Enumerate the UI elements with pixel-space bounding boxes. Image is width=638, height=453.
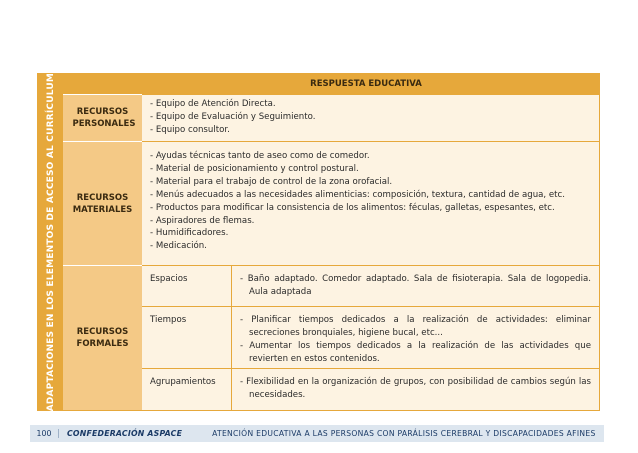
subrow-line: - Baño adaptado. Comedor adaptado. Sala de fisioterapia. Sala de logopedia. Aula adaptada [240,274,591,297]
list-item: - Aspiradores de flemas. [150,215,255,226]
subrow-text [232,369,599,410]
list-item: - Material para el trabajo de control de la zona orofacial. [150,176,393,187]
subrow-line: - Aumentar los tiempos dedicados a la realización de las actividades que revierten en estos contenidos. [240,341,591,364]
page-footer [30,425,604,442]
list-item: - Productos para modificar la consistencia de los alimentos: féculas, galletas, espesantes, etc. [150,202,555,213]
category-personales [63,94,142,141]
subrow-line: - Planificar tiempos dedicados a la realización de actividades: eliminar secreciones bronquiales, higiene bucal, etc... [240,315,591,338]
content-formales [142,265,599,410]
subrow-text [232,266,599,306]
list-item: - Medicación. [150,241,207,252]
subrow-label: Agrupamientos [142,369,232,410]
table-header: RESPUESTA EDUCATIVA [63,74,599,94]
subrow-agrupamientos [142,368,599,410]
content-materiales [142,141,599,265]
list-item: - Equipo consultor. [150,124,230,135]
list-item: - Ayudas técnicas tanto de aseo como de comedor. [150,151,370,161]
list-item: - Equipo de Atención Directa. [150,99,276,109]
subrow-label: Espacios [142,266,232,306]
adaptations-table [37,73,600,411]
row-formales [63,265,599,410]
footer-title: ATENCIÓN EDUCATIVA A LAS PERSONAS CON PARÁLISIS CEREBRAL Y DISCAPACIDADES AFINES [212,429,596,438]
list-item: - Material de posicionamiento y control postural. [150,163,359,174]
side-band-label: ADAPTACIONES EN LOS ELEMENTOS DE ACCESO AL CURRÍCULUM [45,72,56,412]
subrow-label: Tiempos [142,307,232,368]
side-band [38,74,63,410]
category-personales-label: RECURSOS PERSONALES [72,107,136,129]
category-formales-label: RECURSOS FORMALES [76,327,129,349]
list-item: - Equipo de Evaluación y Seguimiento. [150,111,316,122]
subrow-tiempos [142,306,599,368]
row-personales [63,94,599,141]
category-materiales-label: RECURSOS MATERIALES [72,192,133,215]
list-item: - Humidificadores. [150,228,229,239]
row-materiales [63,141,599,265]
subrow-text [232,307,599,368]
subrow-line: - Flexibilidad en la organización de grupos, con posibilidad de cambios según las necesidades. [240,377,591,400]
footer-brand: CONFEDERACIÓN ASPACE [67,429,183,438]
subrow-espacios [142,265,599,306]
category-materiales [63,141,142,265]
page-number: 100 [30,429,59,438]
list-item: - Menús adecuados a las necesidades alimenticias: composición, textura, cantidad de agua, etc. [150,189,566,200]
content-personales [142,94,599,141]
category-formales [63,265,142,410]
